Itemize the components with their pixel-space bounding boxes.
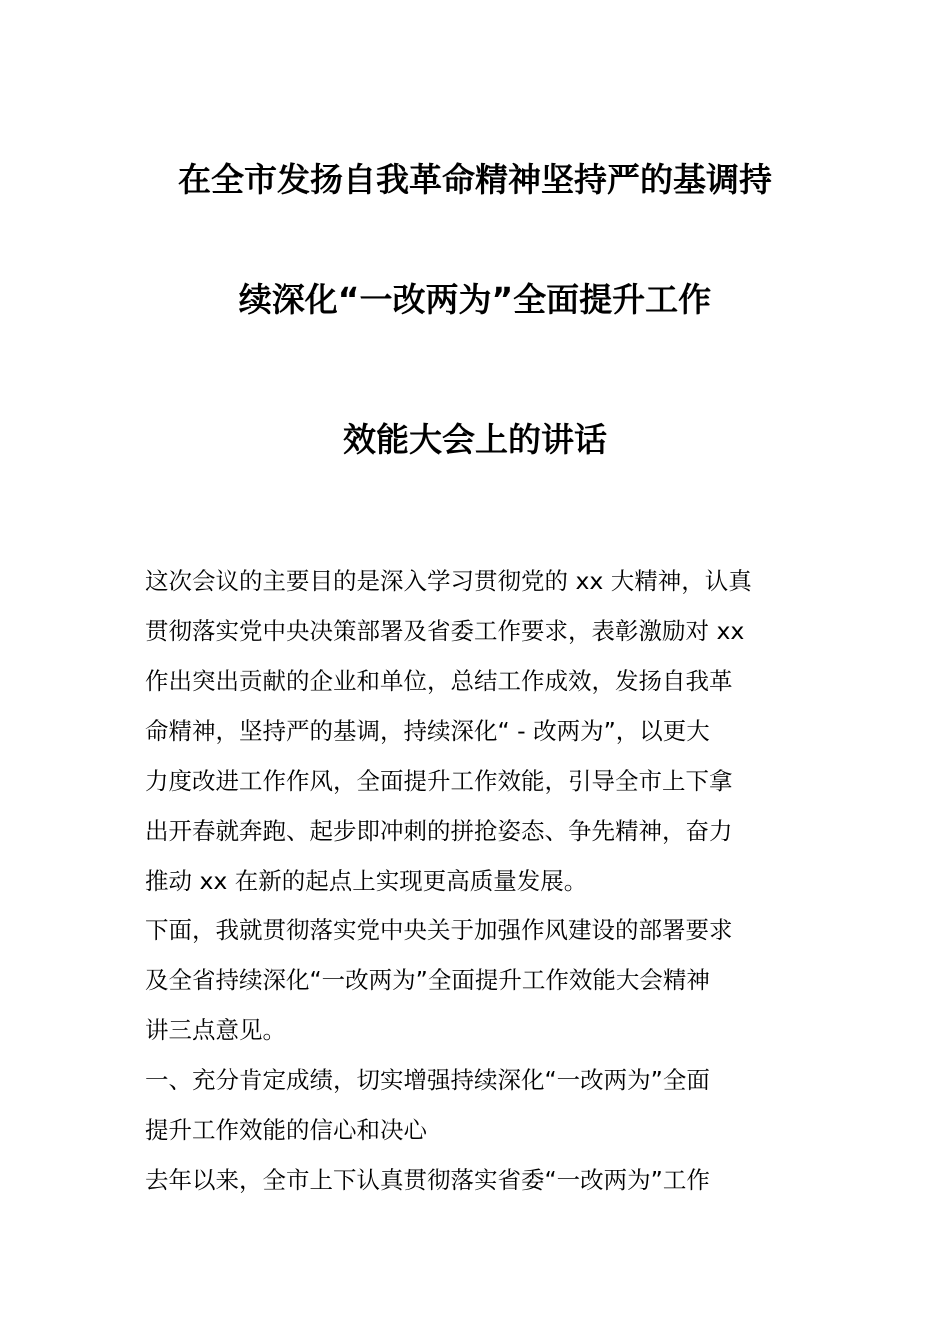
section-heading-line: 一、充分肯定成绩，切实增强持续深化“一改两为”全面 [145, 1066, 710, 1094]
body-text-line: 推动 xx 在新的起点上实现更高质量发展。 [145, 867, 588, 895]
title-line-2: 续深化“一改两为”全面提升工作 [238, 280, 712, 319]
body-text-line: 这次会议的主要目的是深入学习贯彻党的 xx 大精神，认真 [145, 567, 752, 595]
body-text-line: 力度改进工作作风，全面提升工作效能，引导全市上下拿 [145, 767, 733, 795]
body-text-line: 及全省持续深化“一改两为”全面提升工作效能大会精神 [145, 966, 710, 994]
section-heading-line: 提升工作效能的信心和决心 [145, 1116, 427, 1144]
body-text-line: 出开春就奔跑、起步即冲刺的拼抢姿态、争先精神，奋力 [145, 817, 733, 845]
body-text-line: 下面，我就贯彻落实党中央关于加强作风建设的部署要求 [145, 916, 733, 944]
title-line-3: 效能大会上的讲话 [343, 420, 607, 459]
body-text-line: 命精神，坚持严的基调，持续深化“ - 改两为”，以更大 [145, 717, 710, 745]
body-text-line: 讲三点意见。 [145, 1016, 286, 1044]
body-text-line: 贯彻落实党中央决策部署及省委工作要求，表彰激励对 xx [145, 617, 745, 645]
title-line-1: 在全市发扬自我革命精神坚持严的基调持 [178, 160, 772, 199]
body-text-line: 去年以来，全市上下认真贯彻落实省委“一改两为”工作 [145, 1166, 710, 1194]
body-text-line: 作出突出贡献的企业和单位，总结工作成效，发扬自我革 [145, 667, 733, 695]
